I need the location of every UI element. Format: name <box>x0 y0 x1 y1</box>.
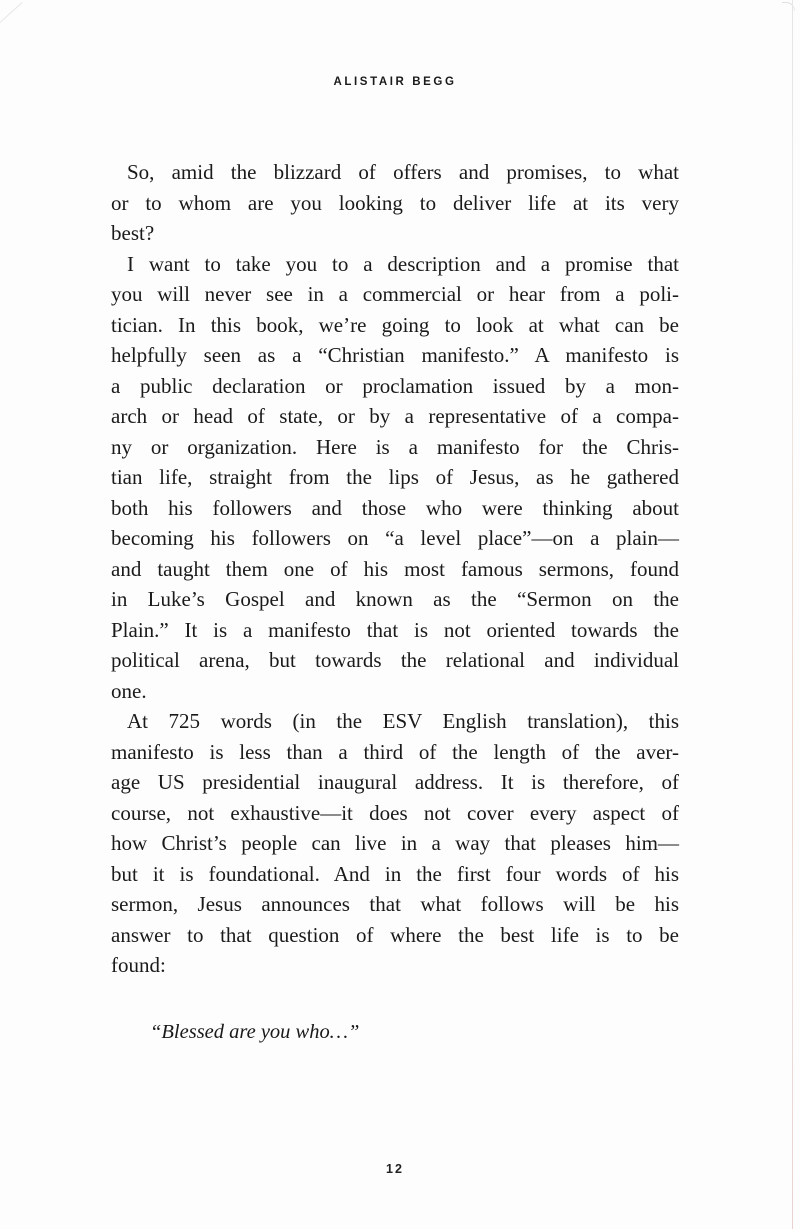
text-line: answer to that question of where the best life is to be <box>111 922 679 947</box>
page-corner-curl-left <box>0 2 23 23</box>
text-line: becoming his followers on “a level place”—on a plain— <box>111 526 679 550</box>
text-line: and taught them one of his most famous sermons, found <box>111 556 679 581</box>
text-line: ny or organization. Here is a manifesto for the Chris- <box>111 434 679 459</box>
scripture-quote: “Blessed are you who…” <box>150 1020 360 1043</box>
text-line: arch or head of state, or by a representative of a compa- <box>111 404 679 428</box>
body-text <box>111 157 679 1047</box>
text-line: manifesto is less than a third of the length of the aver- <box>111 739 679 764</box>
page-number: 12 <box>386 1162 404 1176</box>
text-line: age US presidential inaugural address. It is therefore, of <box>111 770 679 794</box>
text-line: one. <box>111 678 147 703</box>
text-line: best? <box>111 221 155 245</box>
text-line: helpfully seen as a “Christian manifesto.” A manifesto is <box>111 343 679 367</box>
text-line: At 725 words (in the ESV English translation), this <box>127 709 679 733</box>
text-line: political arena, but towards the relational and individual <box>111 648 679 672</box>
text-line: I want to take you to a description and a promise that <box>127 251 679 276</box>
text-line: in Luke’s Gospel and known as the “Sermon on the <box>111 587 679 611</box>
paragraph <box>111 157 679 249</box>
text-line: but it is foundational. And in the first four words of his <box>111 861 679 886</box>
text-line: a public declaration or proclamation issued by a mon- <box>111 373 679 398</box>
text-line: tician. In this book, we’re going to look at what can be <box>111 312 679 337</box>
page-edge-line <box>792 0 793 1229</box>
text-line: how Christ’s people can live in a way that pleases him— <box>111 831 679 855</box>
text-line: tian life, straight from the lips of Jesus, as he gathered <box>111 465 679 489</box>
text-line: sermon, Jesus announces that what follows will be his <box>111 892 679 916</box>
paragraph <box>111 249 679 707</box>
text-line: course, not exhaustive—it does not cover every aspect of <box>111 800 679 825</box>
text-line: you will never see in a commercial or hear from a poli- <box>111 282 679 306</box>
text-line: So, amid the blizzard of offers and promises, to what <box>127 160 679 184</box>
text-line: found: <box>111 953 166 977</box>
running-header: ALISTAIR BEGG <box>333 76 457 88</box>
paragraph <box>111 706 679 981</box>
text-line: both his followers and those who were thinking about <box>111 495 679 520</box>
page-corner-curl-right <box>782 2 795 11</box>
text-line: or to whom are you looking to deliver life at its very <box>111 190 679 215</box>
text-line: Plain.” It is a manifesto that is not oriented towards the <box>111 617 679 642</box>
